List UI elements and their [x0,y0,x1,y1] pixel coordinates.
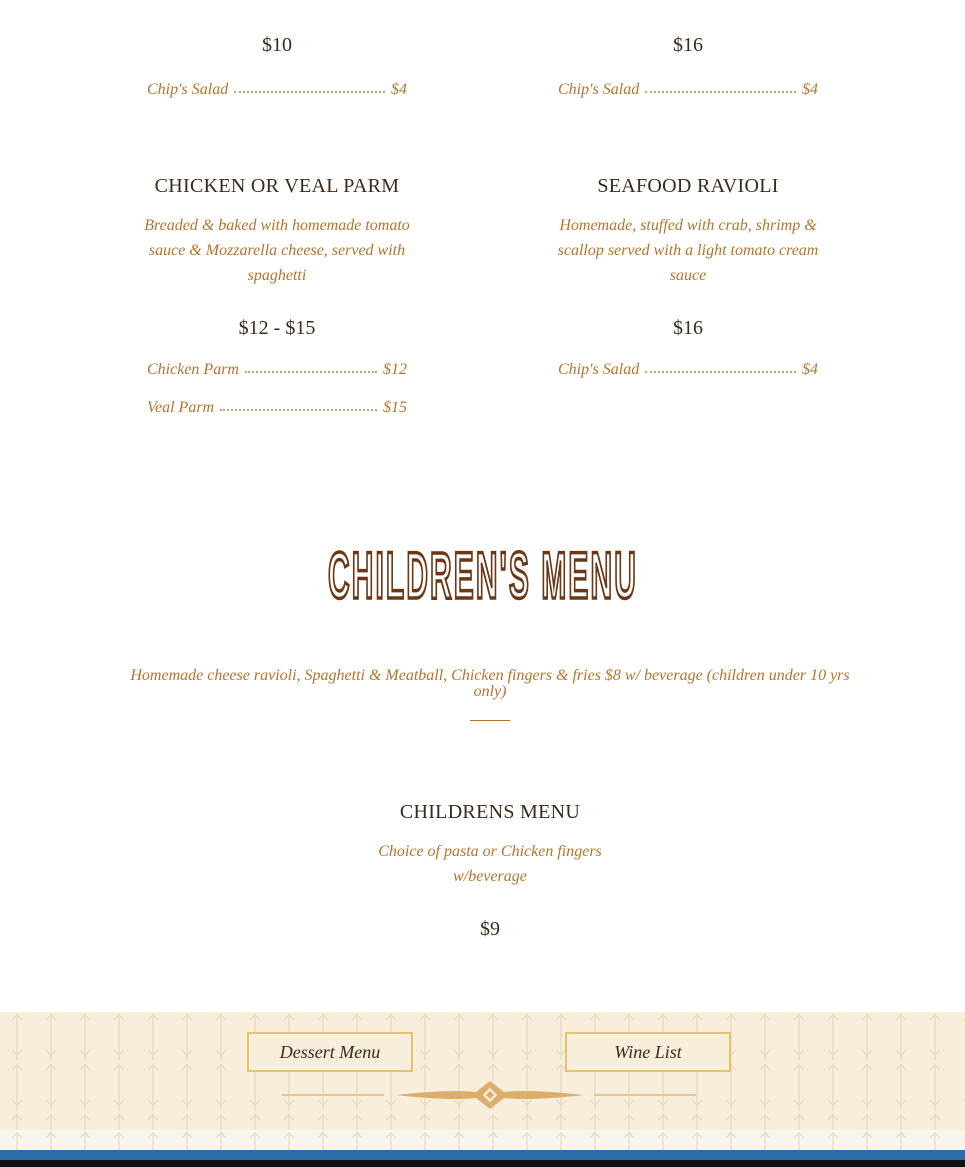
addon-list [553,80,823,118]
menu-item-chicken-veal-parm [142,174,412,436]
cutoff-description-left [152,0,402,6]
addon-name: Chip's Salad [558,81,640,98]
addon-price: $4 [802,81,818,98]
item-price: $12 - $15 [238,317,316,339]
item-description: Choice of pasta or Chicken fingers w/beverage [378,843,602,885]
addon-name: Veal Parm [147,399,215,416]
item-description: Breaded & baked with homemade tomato sauce & Mozzarella cheese, served with spaghetti [144,217,410,284]
addon-row [142,360,412,398]
item-title: CHICKEN OR VEAL PARM [154,175,400,197]
divider [470,720,510,721]
arrow-pattern-background [0,1012,965,1130]
item-price: $16 [673,317,703,339]
dessert-menu-button[interactable]: Dessert Menu [247,1032,413,1072]
addon-list [142,360,412,436]
section-heading [0,540,965,610]
item-price: $16 [673,34,703,56]
dot-leader [245,359,377,373]
addon-list [142,80,412,118]
dot-leader [645,79,796,93]
arrow-pattern-background [0,1130,965,1150]
cutoff-description-right [563,0,818,6]
dot-leader [234,79,385,93]
addon-name: Chicken Parm [147,361,239,378]
addon-row [142,398,412,436]
menu-item-seafood-ravioli [553,174,823,398]
childrens-menu-heading-art [318,540,648,610]
addon-row [553,360,823,398]
footer-band [0,1012,965,1130]
addon-price: $12 [383,361,407,378]
addon-name: Chip's Salad [558,361,640,378]
addon-list [553,360,823,398]
footer-pattern-strip [0,1130,965,1150]
svg-text:CHILDREN'S MENU: CHILDREN'S MENU [327,538,638,612]
item-title: SEAFOOD RAVIOLI [597,175,779,197]
addon-name: Chip's Salad [147,81,229,98]
item-description: Homemade, stuffed with crab, shrimp & scallop served with a light tomato cream sauce [557,217,819,284]
addon-row [142,80,412,118]
bottom-edge [0,1160,965,1167]
diamond-ornament-icon [0,1080,965,1110]
menu-item-childrens-menu [355,800,625,941]
wine-list-button[interactable]: Wine List [565,1032,731,1072]
addon-row [553,80,823,118]
item-price: $10 [262,34,292,56]
addon-price: $15 [383,399,407,416]
addon-price: $4 [391,81,407,98]
childrens-note: Homemade cheese ravioli, Spaghetti & Meatball, Chicken fingers & fries $8 w/ beverage (children under 10 yrs only) [130,667,850,700]
item-title: CHILDRENS MENU [399,801,581,823]
dot-leader [220,397,377,411]
item-price: $9 [480,918,500,940]
bottom-bar [0,1150,965,1160]
dot-leader [645,359,796,373]
addon-price: $4 [802,361,818,378]
